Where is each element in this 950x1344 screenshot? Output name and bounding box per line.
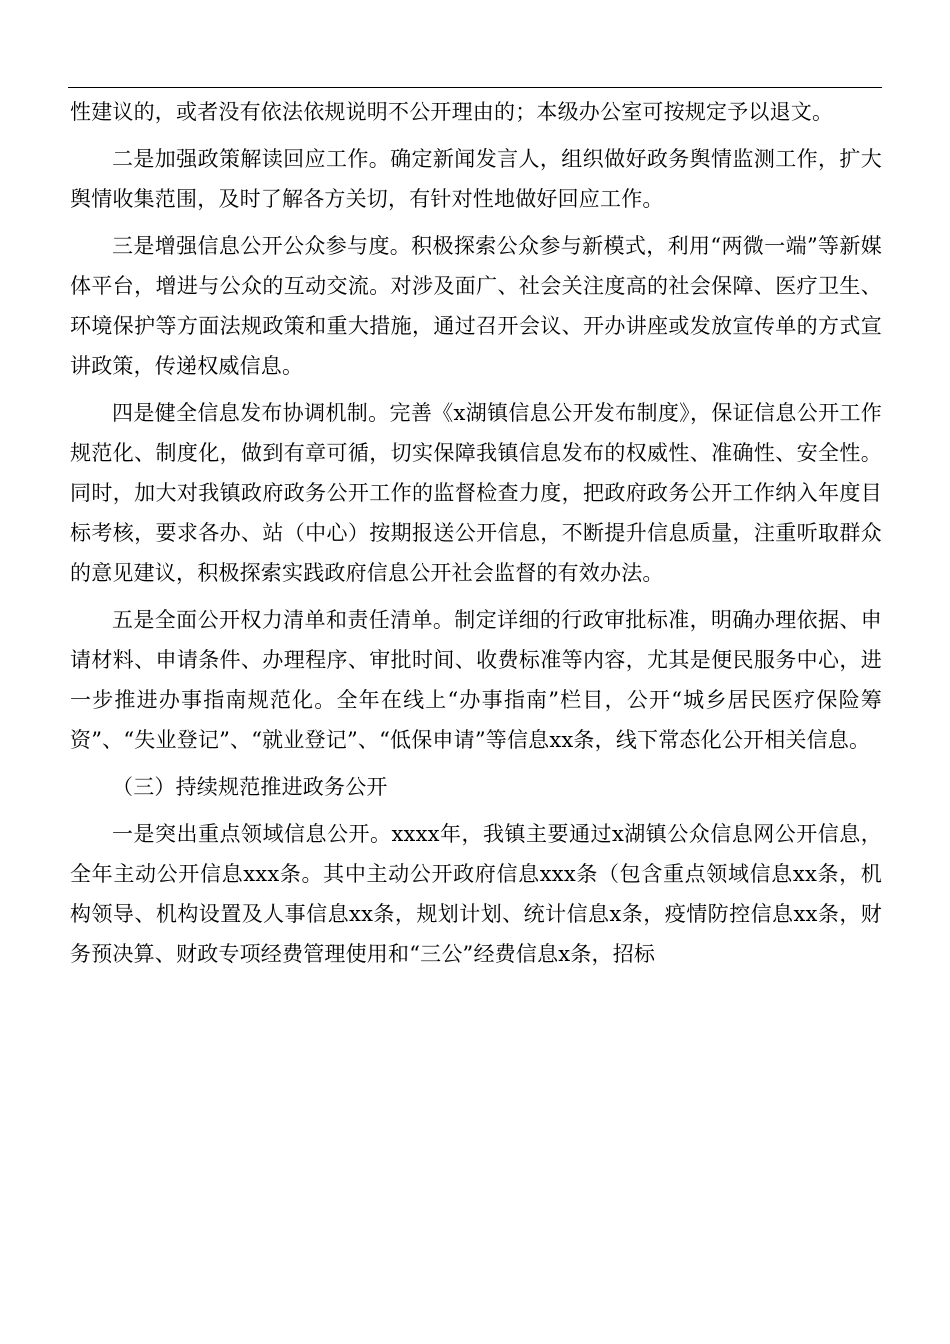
paragraph-public-participation: 三是增强信息公开公众参与度。积极探索公众参与新模式，利用“两微一端”等新媒体平台，增进与公众的互动交流。对涉及面广、社会关注度高的社会保障、医疗卫生、环境保护等方面法规政策和重大措施，通过召开会议、开办讲座或发放宣传单的方式宣讲政策，传递权威信息。 [70, 234, 882, 378]
header-rule [68, 87, 882, 88]
paragraph-continuation: 性建议的，或者没有依法依规说明不公开理由的；本级办公室可按规定予以退文。 [70, 100, 834, 124]
paragraph-power-list: 五是全面公开权力清单和责任清单。制定详细的行政审批标准，明确办理依据、申请材料、申请条件、办理程序、审批时间、收费标准等内容，尤其是便民服务中心，进一步推进办事指南规范化。全年在线上“办事指南”栏目，公开“城乡居民医疗保险筹资”、“失业登记”、“就业登记”、“低保申请”等信息xx条，线下常态化公开相关信息。 [70, 608, 882, 752]
section-heading: （三）持续规范推进政务公开 [112, 775, 388, 799]
document-body [70, 92, 882, 981]
paragraph-policy-interpretation: 二是加强政策解读回应工作。确定新闻发言人，组织做好政务舆情监测工作，扩大舆情收集范围，及时了解各方关切，有针对性地做好回应工作。 [70, 147, 882, 211]
paragraph-key-areas: 一是突出重点领域信息公开。xxxx年，我镇主要通过x湖镇公众信息网公开信息，全年主动公开信息xxx条。其中主动公开政府信息xxx条（包含重点领域信息xx条，机构领导、机构设置及人事信息xx条，规划计划、统计信息x条，疫情防控信息xx条，财务预决算、财政专项经费管理使用和“三公”经费信息x条，招标 [70, 822, 882, 966]
paragraph-release-mechanism: 四是健全信息发布协调机制。完善《x湖镇信息公开发布制度》，保证信息公开工作规范化、制度化，做到有章可循，切实保障我镇信息发布的权威性、准确性、安全性。同时，加大对我镇政府政务公开工作的监督检查力度，把政府政务公开工作纳入年度目标考核，要求各办、站（中心）按期报送公开信息，不断提升信息质量，注重听取群众的意见建议，积极探索实践政府信息公开社会监督的有效办法。 [70, 401, 882, 585]
